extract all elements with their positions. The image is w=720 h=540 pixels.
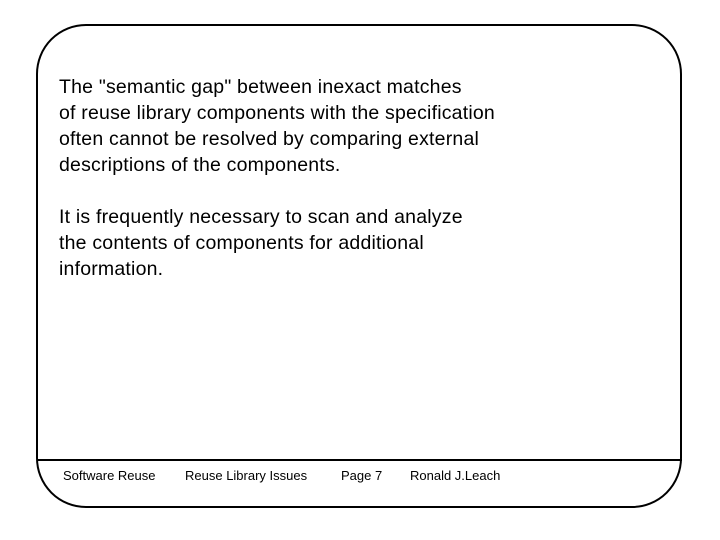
footer-divider (37, 459, 682, 461)
footer-topic: Reuse Library Issues (185, 468, 308, 483)
footer-page-number: Page 7 (341, 468, 383, 483)
paragraph-semantic-gap: The "semantic gap" between inexact matches of reuse library components with the specification often cannot be resolved by comparing external descriptions of the components. (59, 76, 495, 176)
slide-body (59, 74, 669, 282)
paragraph-scan-analyze: It is frequently necessary to scan and analyze the contents of components for additional information. (59, 206, 463, 280)
footer-course: Software Reuse (63, 468, 156, 483)
footer-author: Ronald J.Leach (410, 468, 501, 483)
slide-footer (0, 467, 720, 487)
